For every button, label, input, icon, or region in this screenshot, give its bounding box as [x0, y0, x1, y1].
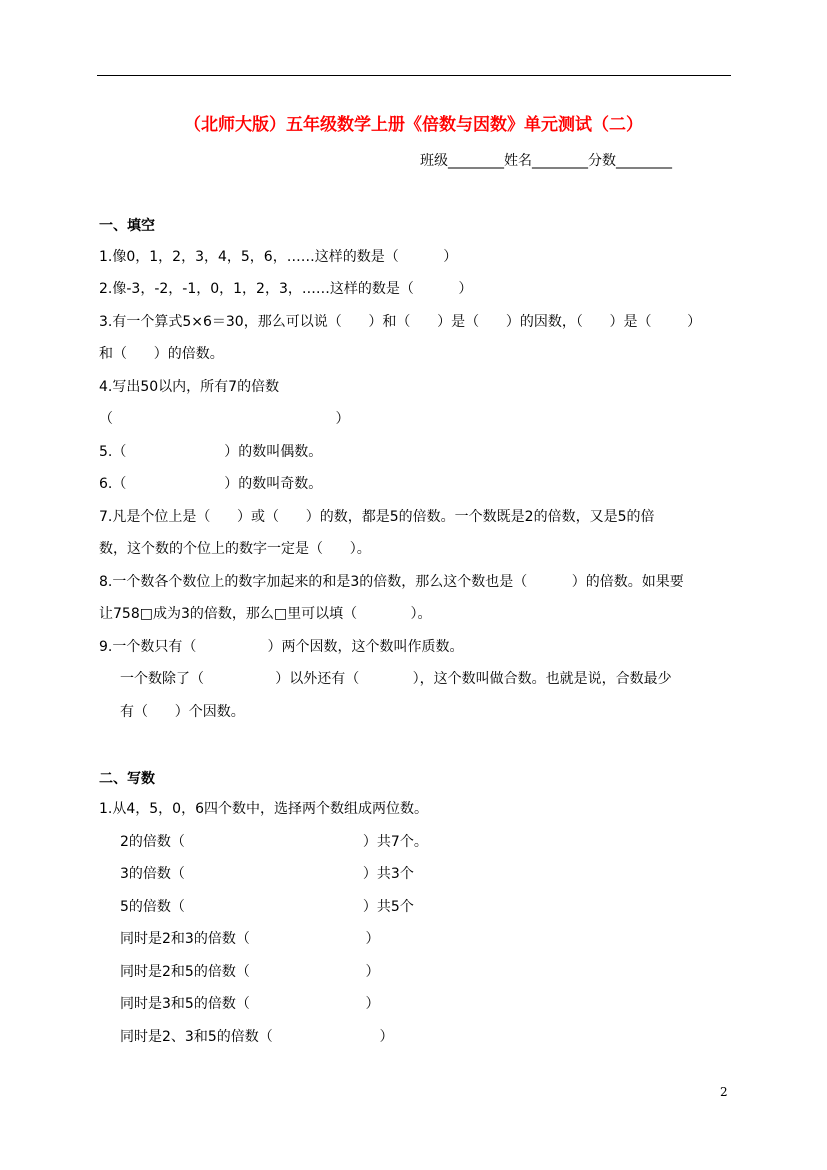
- question-line: 一个数除了（ ）以外还有（ ），这个数叫做合数。也就是说，合数最少: [120, 671, 672, 687]
- student-info: 班级________姓名________分数________: [420, 153, 672, 169]
- question-line: 数，这个数的个位上的数字一定是（ ）。: [99, 541, 371, 557]
- question-line: 5.（ ）的数叫偶数。: [99, 444, 323, 460]
- question-line: 有（ ）个因数。: [120, 704, 245, 720]
- answer-line: 同时是3和5的倍数（ ）: [120, 996, 380, 1012]
- question-line: 让758□成为3的倍数，那么□里可以填（ ）。: [99, 606, 432, 622]
- header-rule: [97, 75, 731, 76]
- question-line: 和（ ）的倍数。: [99, 346, 224, 362]
- answer-line: 5的倍数（ ）共5个: [120, 899, 414, 915]
- question-line: （ ）: [99, 411, 350, 427]
- question-intro: 1.从4，5，0，6四个数中，选择两个数组成两位数。: [99, 801, 428, 817]
- question-line: 1.像0，1，2，3，4，5，6，……这样的数是（ ）: [99, 249, 458, 265]
- page-title: （北师大版）五年级数学上册《倍数与因数》单元测试（二）: [184, 115, 643, 135]
- section-heading-fill-blank: 一、填空: [99, 218, 155, 234]
- question-line: 8.一个数各个数位上的数字加起来的和是3的倍数，那么这个数也是（ ）的倍数。如果要: [99, 574, 684, 590]
- question-line: 4.写出50以内，所有7的倍数: [99, 379, 280, 395]
- answer-line: 3的倍数（ ）共3个: [120, 866, 414, 882]
- question-line: 7.凡是个位上是（ ）或（ ）的数，都是5的倍数。一个数既是2的倍数，又是5的倍: [99, 509, 655, 525]
- question-line: 2.像-3，-2，-1，0，1，2，3，……这样的数是（ ）: [99, 281, 473, 297]
- page-number: 2: [720, 1085, 728, 1099]
- answer-line: 同时是2和5的倍数（ ）: [120, 964, 380, 980]
- answer-line: 同时是2和3的倍数（ ）: [120, 931, 380, 947]
- question-line: 3.有一个算式5×6＝30，那么可以说（ ）和（ ）是（ ）的因数，（ ）是（ ）: [99, 314, 702, 330]
- answer-line: 2的倍数（ ）共7个。: [120, 834, 428, 850]
- question-line: 6.（ ）的数叫奇数。: [99, 476, 323, 492]
- question-line: 9.一个数只有（ ）两个因数，这个数叫作质数。: [99, 639, 464, 655]
- section-heading-write-numbers: 二、写数: [99, 771, 155, 787]
- answer-line: 同时是2、3和5的倍数（ ）: [120, 1029, 394, 1045]
